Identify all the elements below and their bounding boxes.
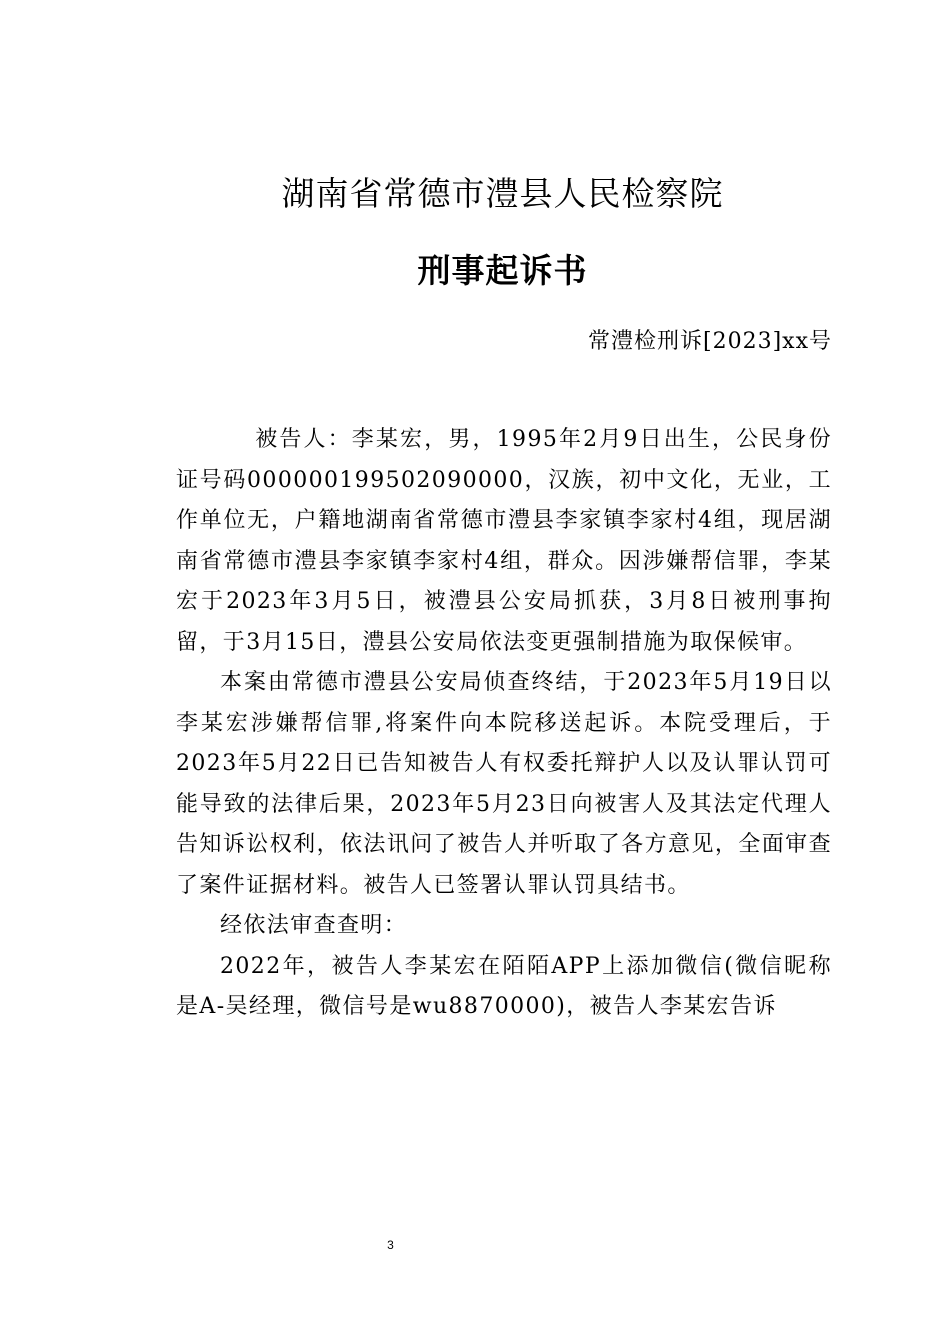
document-number: 常澧检刑诉[2023]xx号 (588, 329, 832, 354)
paragraph-case-procedure: 本案由常德市澧县公安局侦查终结，于2023年5月19日以李某宏涉嫌帮信罪,将案件向本院移送起诉。本院受理后，于2023年5月22日已告知被告人有权委托辩护人以及认罪认罚可能导致的法律后果，2023年5月23日向被害人及其法定代理人告知诉讼权利，依法讯问了被告人并听取了各方意见，全面审查了案件证据材料。被告人已签署认罪认罚具结书。 (176, 670, 832, 898)
document-type-title: 刑事起诉书 (417, 251, 588, 290)
organization-title: 湖南省常德市澧县人民检察院 (281, 174, 724, 213)
paragraph-findings-heading: 经依法审查查明： (220, 913, 408, 938)
page-number: 3 (387, 1238, 394, 1252)
paragraph-facts: 2022年，被告人李某宏在陌陌APP上添加微信(微信昵称是A-吴经理，微信号是wu8870000)，被告人李某宏告诉 (176, 953, 832, 1019)
paragraph-defendant-info: 被告人：李某宏，男，1995年2月9日出生，公民身份证号码000000199502090000，汉族，初中文化，无业，工作单位无，户籍地湖南省常德市澧县李家镇李家村4组，现居湖南省常德市澧县李家镇李家村4组，群众。因涉嫌帮信罪，李某宏于2023年3月5日，被澧县公安局抓获，3月8日被刑事拘留，于3月15日，澧县公安局依法变更强制措施为取保候审。 (176, 427, 832, 655)
document-body (176, 420, 832, 1028)
